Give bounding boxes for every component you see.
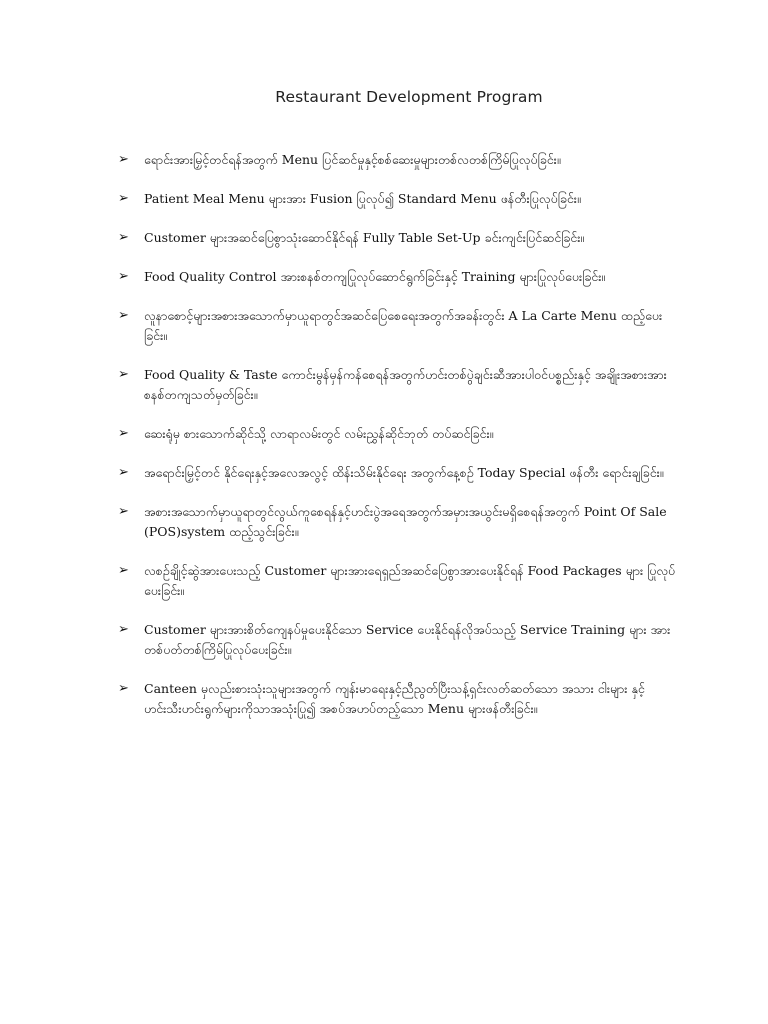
list-item [118, 424, 678, 444]
list-item-text: Patient Meal Menu များအား Fusion ပြုလုပ်၍ Standard Menu ဖန်တီးပြုလုပ်ခြင်း။ [144, 191, 581, 206]
list-item [118, 228, 678, 248]
list-item-text: Food Quality & Taste ကောင်းမွန်မှန်ကန်စေရန်အတွက်ဟင်းတစ်ပွဲချင်းဆီအားပါဝင်ပစ္စည်းနှင့် အချိုးအစားအားစနစ်တကျသတ်မှတ်ခြင်း။ [144, 367, 667, 402]
list-item-text: ဆေးရုံမှ စားသောက်ဆိုင်သို့ လာရာလမ်းတွင် လမ်းညွှန်ဆိုင်ဘုတ် တပ်ဆင်ခြင်း။ [144, 426, 494, 441]
list-item-text: လစဥ်ချိုင့်ဆွဲအားပေးသည့် Customer များအားရေရှည်အဆင်ပြေစွာအားပေးနိုင်ရန် Food Packages များ ပြုလုပ်ပေးခြင်း။ [144, 563, 676, 598]
list-item [118, 365, 678, 405]
list-item [118, 189, 678, 209]
arrow-bullet-icon: ➢ [118, 426, 129, 441]
list-item [118, 463, 678, 483]
bullet-list [118, 150, 678, 738]
list-item-text: လူနာစောင့်များအစားအသောက်မှာယူရာတွင်အဆင်ပြေစေရေးအတွက်အခန်းတွင်း A La Carte Menu ထည့်ပေးခြင်း။ [144, 308, 663, 343]
list-item-text: ရောင်းအားမြှင့်တင်ရန်အတွက် Menu ပြင်ဆင်မှုနှင့်စစ်ဆေးမှုများတစ်လတစ်ကြိမ်ပြုလုပ်ခြင်း။ [144, 152, 561, 167]
document-title: Restaurant Development Program [275, 88, 543, 106]
list-item [118, 267, 678, 287]
list-item [118, 502, 678, 542]
arrow-bullet-icon: ➢ [118, 465, 129, 480]
list-item [118, 306, 678, 346]
list-item [118, 679, 678, 719]
arrow-bullet-icon: ➢ [118, 563, 129, 578]
arrow-bullet-icon: ➢ [118, 308, 129, 323]
list-item [118, 150, 678, 170]
list-item-text: အရောင်းမြှင့်တင် နိုင်ရေးနှင့်အလေအလွင့် ထိန်းသိမ်းနိုင်ရေး အတွက်နေ့စဉ် Today Special ဖန်တီး ရောင်းချခြင်း။ [144, 465, 664, 480]
arrow-bullet-icon: ➢ [118, 681, 129, 696]
arrow-bullet-icon: ➢ [118, 622, 129, 637]
list-item [118, 620, 678, 660]
arrow-bullet-icon: ➢ [118, 152, 129, 167]
arrow-bullet-icon: ➢ [118, 191, 129, 206]
list-item-text: Food Quality Control အားစနစ်တကျပြုလုပ်ဆောင်ရွက်ခြင်းနှင့် Training များပြုလုပ်ပေးခြင်း။ [144, 269, 606, 284]
list-item [118, 561, 678, 601]
list-item-text: Canteen မှလည်းစားသုံးသူများအတွက် ကျန်းမာရေးနှင့်ညီညွတ်ပြီးသန့်ရှင်းလတ်ဆတ်သော အသား ငါးများ နှင့်ဟင်းသီးဟင်းရွက်များကိုသာအသုံးပြု၍ အစပ်အဟပ်တည့်သော Menu များဖန်တီးခြင်း။ [144, 681, 645, 716]
list-item-text: အစားအသောက်မှာယူရာတွင်လွယ်ကူစေရန်နှင့်ဟင်းပွဲအရေအတွက်အမှားအယွင်းမရှိစေရန်အတွက် Point Of Sale (POS)system ထည့်သွင်းခြင်း။ [144, 504, 667, 539]
list-item-text: Customer များအားစိတ်ကျေနပ်မှုပေးနိုင်သော Service ပေးနိုင်ရန်လိုအပ်သည့် Service Training များ အားတစ်ပတ်တစ်ကြိမ်ပြုလုပ်ပေးခြင်း။ [144, 622, 671, 657]
list-item-text: Customer များအဆင်ပြေစွာသုံးဆောင်နိုင်ရန် Fully Table Set-Up ခင်းကျင်းပြင်ဆင်ခြင်း။ [144, 230, 585, 245]
arrow-bullet-icon: ➢ [118, 230, 129, 245]
arrow-bullet-icon: ➢ [118, 367, 129, 382]
arrow-bullet-icon: ➢ [118, 504, 129, 519]
arrow-bullet-icon: ➢ [118, 269, 129, 284]
